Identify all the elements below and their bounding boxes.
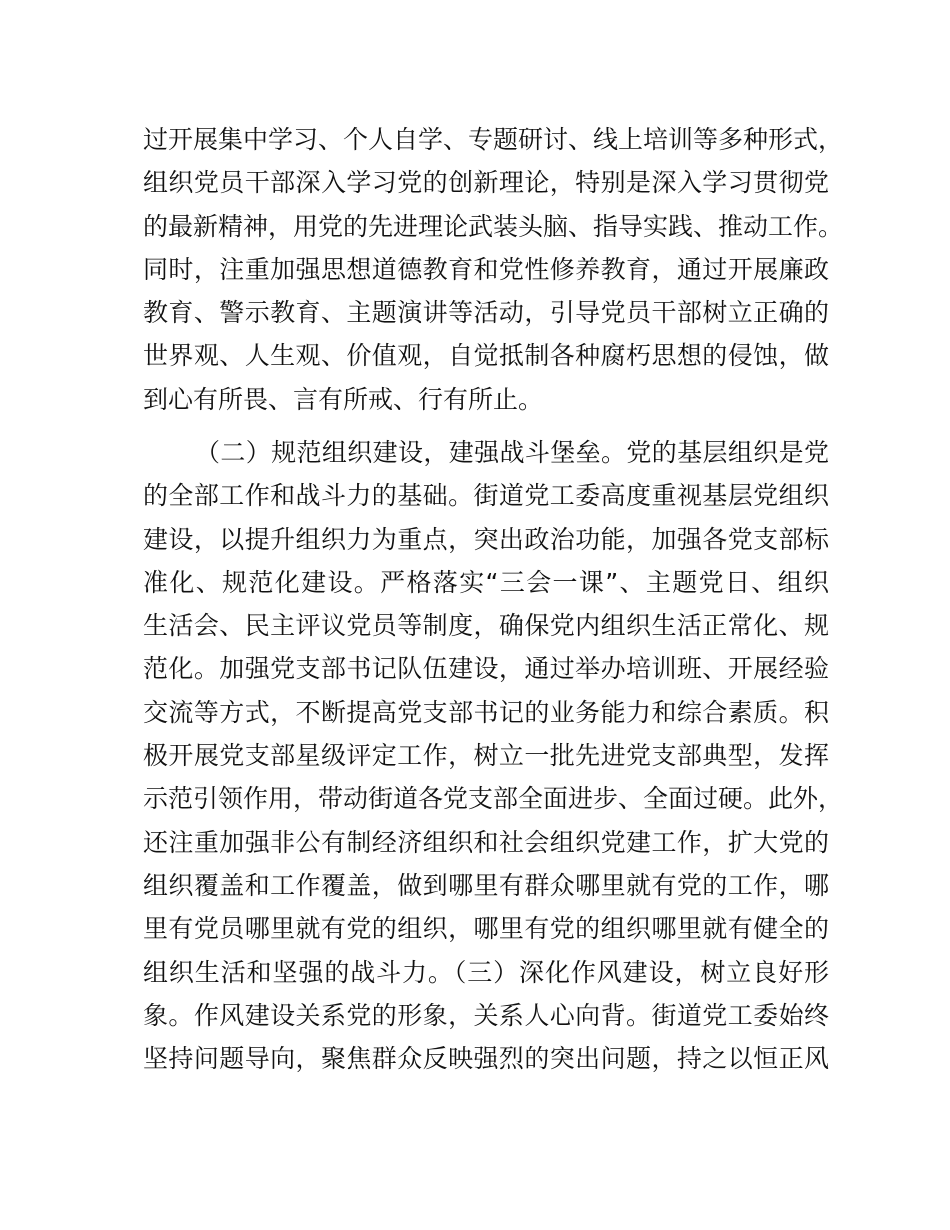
text-line: 生活会、民主评议党员等制度，确保党内组织生活正常化、规 bbox=[143, 611, 829, 641]
text-line: 坚持问题导向，聚焦群众反映强烈的突出问题，持之以恒正风 bbox=[143, 1044, 829, 1074]
text-line: 的全部工作和战斗力的基础。街道党工委高度重视基层党组织 bbox=[143, 481, 829, 511]
text-line: 教育、警示教育、主题演讲等活动，引导党员干部树立正确的 bbox=[143, 298, 829, 328]
text-line: 交流等方式，不断提高党支部书记的业务能力和综合素质。积 bbox=[143, 697, 829, 727]
text-line: 到心有所畏、言有所戒、行有所止。 bbox=[143, 384, 544, 414]
text-line: 组织覆盖和工作覆盖，做到哪里有群众哪里就有党的工作，哪 bbox=[143, 870, 829, 900]
paragraph-organization-building bbox=[143, 431, 844, 1080]
text-line: 建设，以提升组织力为重点，突出政治功能，加强各党支部标 bbox=[143, 524, 829, 554]
text-line: 世界观、人生观、价值观，自觉抵制各种腐朽思想的侵蚀，做 bbox=[143, 341, 829, 371]
text-line: 还注重加强非公有制经济组织和社会组织党建工作，扩大党的 bbox=[143, 827, 829, 857]
text-line: 范化。加强党支部书记队伍建设，通过举办培训班、开展经验 bbox=[143, 654, 829, 684]
text-line: 象。作风建设关系党的形象，关系人心向背。街道党工委始终 bbox=[143, 1000, 829, 1030]
text-line: 里有党员哪里就有党的组织，哪里有党的组织哪里就有健全的 bbox=[143, 914, 829, 944]
text-line: 准化、规范化建设。严格落实“三会一课”、主题党日、组织 bbox=[143, 567, 829, 597]
paragraph-continuation bbox=[143, 118, 844, 421]
text-line: 的最新精神，用党的先进理论武装头脑、指导实践、推动工作。 bbox=[143, 211, 844, 241]
text-line: 组织党员干部深入学习党的创新理论，特别是深入学习贯彻党 bbox=[143, 168, 829, 198]
text-line: 组织生活和坚强的战斗力。（三）深化作风建设，树立良好形 bbox=[143, 957, 829, 987]
text-line: （二）规范组织建设，建强战斗堡垒。党的基层组织是党 bbox=[195, 438, 829, 467]
text-line: 极开展党支部星级评定工作，树立一批先进党支部典型，发挥 bbox=[143, 741, 829, 771]
text-line: 同时，注重加强思想道德教育和党性修养教育，通过开展廉政 bbox=[143, 254, 829, 284]
text-line: 过开展集中学习、个人自学、专题研讨、线上培训等多种形式， bbox=[143, 125, 844, 154]
text-line: 示范引领作用，带动街道各党支部全面进步、全面过硬。此外， bbox=[143, 784, 844, 814]
